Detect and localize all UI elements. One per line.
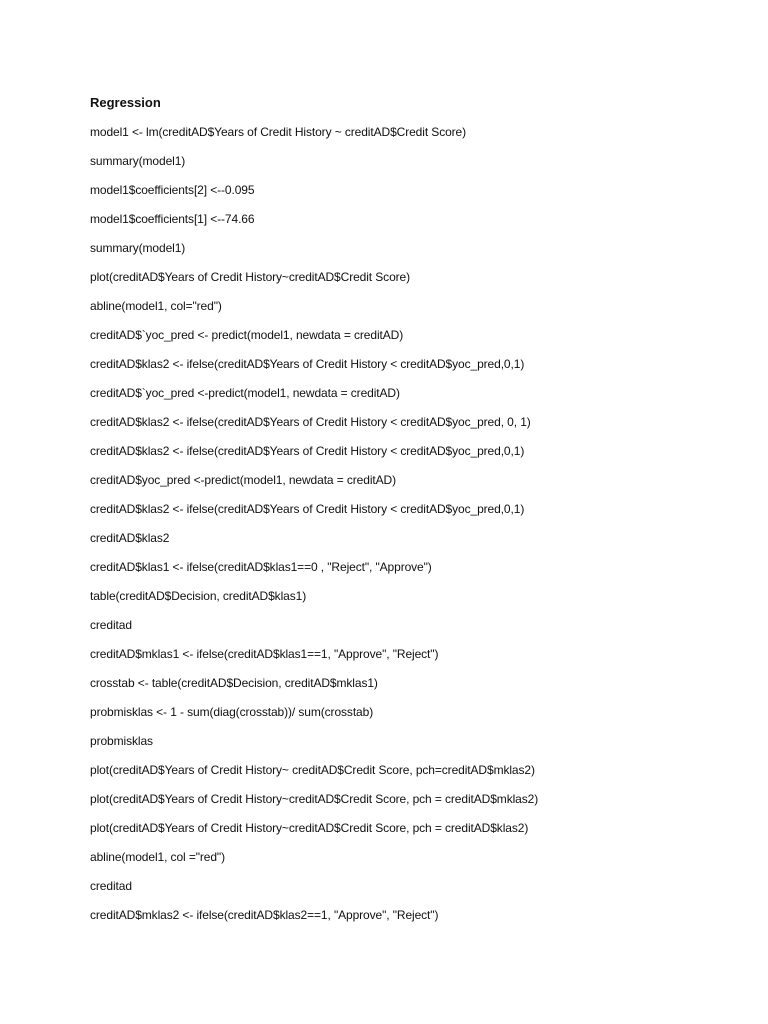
code-line: model1$coefficients[1] <--74.66 (90, 212, 255, 227)
code-line: model1$coefficients[2] <--0.095 (90, 183, 255, 198)
code-line: probmisklas (90, 734, 153, 749)
code-line: plot(creditAD$Years of Credit History~creditAD$Credit Score, pch = creditAD$mklas2) (90, 792, 539, 807)
code-line: model1 <- lm(creditAD$Years of Credit History ~ creditAD$Credit Score) (90, 125, 467, 139)
code-line: crosstab <- table(creditAD$Decision, creditAD$mklas1) (90, 676, 378, 691)
code-line: creditAD$`yoc_pred <- predict(model1, newdata = creditAD) (90, 328, 404, 343)
code-line: plot(creditAD$Years of Credit History~creditAD$Credit Score, pch = creditAD$klas2) (90, 821, 529, 836)
section-heading: Regression (90, 95, 161, 110)
code-line: creditad (90, 879, 132, 894)
code-line: creditAD$mklas1 <- ifelse(creditAD$klas1==1, "Approve", "Reject") (90, 647, 439, 662)
code-line: creditAD$klas1 <- ifelse(creditAD$klas1==0 , "Reject", "Approve") (90, 560, 432, 575)
code-line: creditAD$klas2 <- ifelse(creditAD$Years of Credit History < creditAD$yoc_pred, 0, 1) (90, 415, 531, 430)
code-line: probmisklas <- 1 - sum(diag(crosstab))/ sum(crosstab) (90, 705, 374, 720)
code-line: creditAD$yoc_pred <-predict(model1, newdata = creditAD) (90, 473, 396, 488)
code-line: summary(model1) (90, 154, 186, 169)
code-line: creditAD$klas2 (90, 531, 170, 546)
code-line: abline(model1, col ="red") (90, 850, 225, 865)
code-line: plot(creditAD$Years of Credit History~ creditAD$Credit Score, pch=creditAD$mklas2) (90, 763, 535, 778)
code-line: plot(creditAD$Years of Credit History~creditAD$Credit Score) (90, 270, 411, 285)
code-line: summary(model1) (90, 241, 186, 256)
code-line: creditAD$mklas2 <- ifelse(creditAD$klas2==1, "Approve", "Reject") (90, 908, 439, 923)
code-line: creditAD$klas2 <- ifelse(creditAD$Years of Credit History < creditAD$yoc_pred,0,1) (90, 357, 525, 372)
code-lines (90, 123, 538, 935)
code-line: table(creditAD$Decision, creditAD$klas1) (90, 589, 307, 604)
code-line: creditad (90, 618, 132, 633)
code-line: creditAD$klas2 <- ifelse(creditAD$Years of Credit History < creditAD$yoc_pred,0,1) (90, 444, 525, 459)
code-line: creditAD$`yoc_pred <-predict(model1, newdata = creditAD) (90, 386, 400, 401)
code-line: creditAD$klas2 <- ifelse(creditAD$Years of Credit History < creditAD$yoc_pred,0,1) (90, 502, 525, 517)
code-line: abline(model1, col="red") (90, 299, 222, 314)
